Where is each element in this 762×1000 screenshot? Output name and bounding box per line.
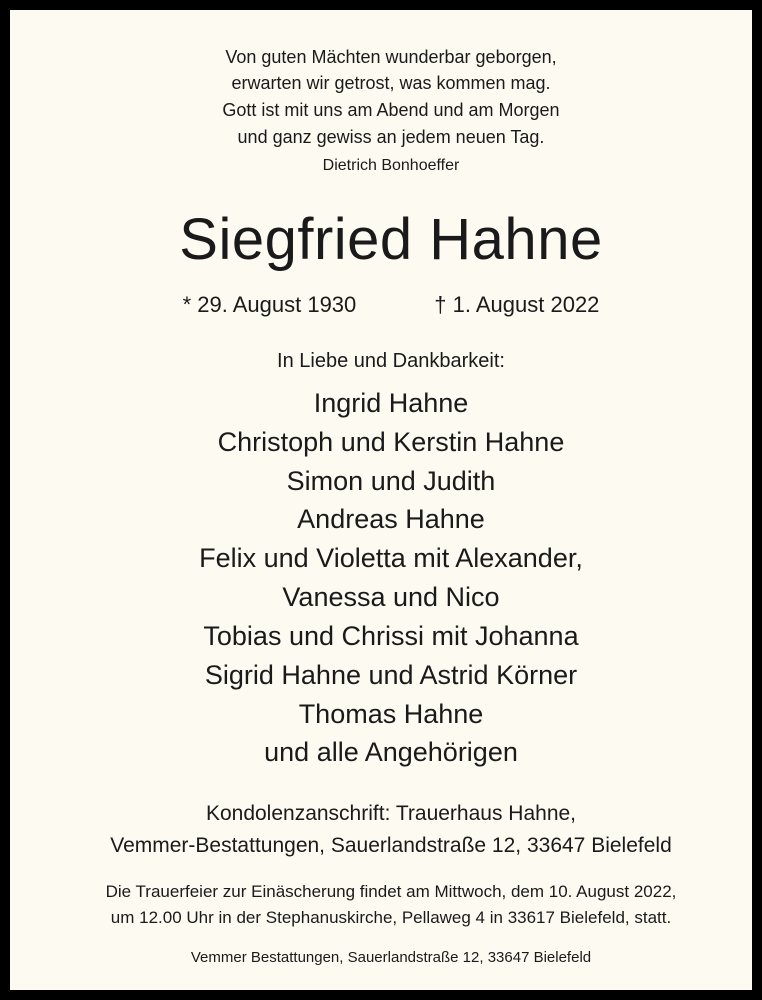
poem-line-3: Gott ist mit uns am Abend und am Morgen [222,100,560,120]
poem-line-2: erwarten wir getrost, was kommen mag. [231,73,551,93]
mourner-line: und alle Angehörigen [264,737,518,767]
undertaker-footer: Vemmer Bestattungen, Sauerlandstraße 12, 33647 Bielefeld [190,949,592,966]
life-dates [20,292,762,318]
mourner-line: Sigrid Hahne und Astrid Körner [204,660,578,690]
mourner-line: Christoph und Kerstin Hahne [217,427,565,457]
poem-line-4: und ganz gewiss an jedem neuen Tag. [237,127,545,147]
mourners-intro: In Liebe und Dankbarkeit: [277,350,505,372]
mourner-line: Felix und Violetta mit Alexander, [199,543,583,573]
birth-date: * 29. August 1930 [182,292,357,317]
mourner-line: Thomas Hahne [298,699,484,729]
mourner-line: Ingrid Hahne [313,388,469,418]
funeral-info-line-2: um 12.00 Uhr in der Stephanuskirche, Pellaweg 4 in 33617 Bielefeld, statt. [110,908,672,927]
funeral-info-line-1: Die Trauerfeier zur Einäscherung findet am Mittwoch, dem 10. August 2022, [105,882,677,901]
condolence-address-line-2: Vemmer-Bestattungen, Sauerlandstraße 12, 33647 Bielefeld [110,834,672,857]
mourner-line: Vanessa und Nico [282,582,500,612]
poem-line-1: Von guten Mächten wunderbar geborgen, [225,47,557,67]
death-date: † 1. August 2022 [434,292,600,317]
condolence-address-line-1: Kondolenzanschrift: Trauerhaus Hahne, [205,802,577,825]
mourner-line: Andreas Hahne [297,504,485,534]
mourner-line: Simon und Judith [286,466,496,496]
poem-author: Dietrich Bonhoeffer [322,157,460,174]
deceased-name: Siegfried Hahne [179,207,603,272]
mourner-line: Tobias und Chrissi mit Johanna [203,621,579,651]
